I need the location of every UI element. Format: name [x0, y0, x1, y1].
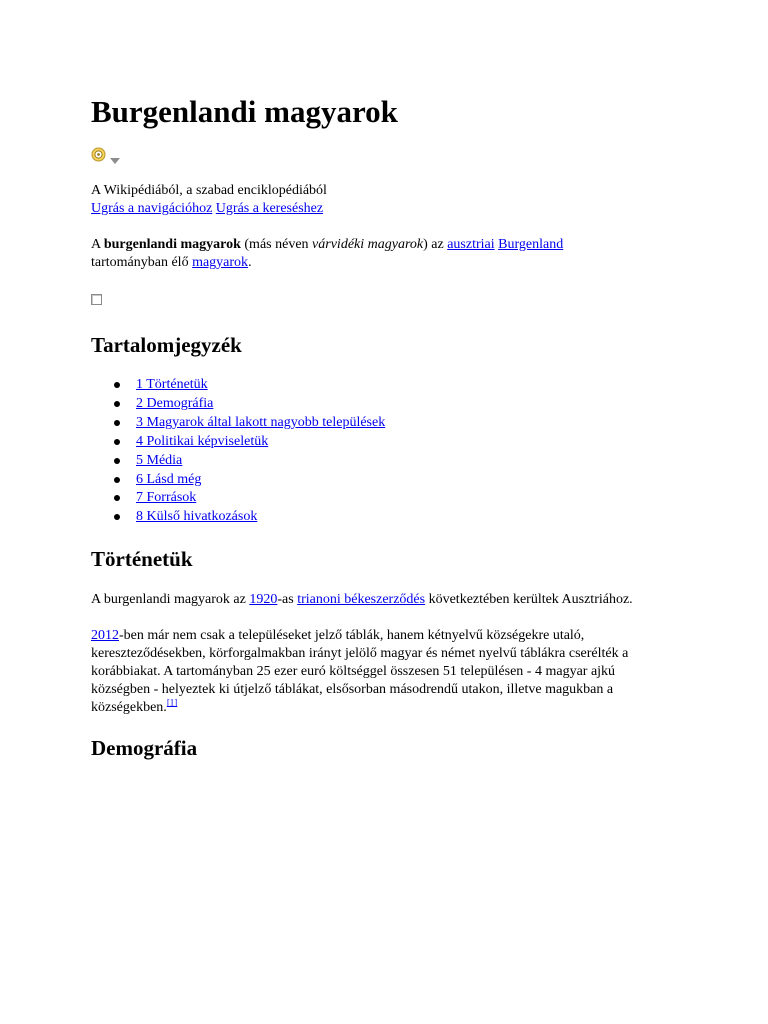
bullet: [114, 495, 120, 501]
jump-to-navigation-link[interactable]: Ugrás a navigációhoz: [91, 201, 213, 216]
history-text: következtében kerültek Ausztriához.: [425, 592, 633, 607]
jump-links: [91, 200, 681, 218]
history-heading: Történetük: [91, 547, 193, 571]
demography-heading: Demográfia: [91, 736, 198, 760]
page-icon-row: [91, 146, 120, 162]
history-text: kereszteződésekben, körforgalmakban irányt jelölő magyar és német nyelvű táblákra cserélték a: [91, 646, 629, 661]
history-text: községekben.: [91, 700, 167, 715]
bullet: [114, 382, 120, 388]
reference-1-link[interactable]: [1]: [166, 697, 178, 708]
toc-toggle-checkbox[interactable]: [91, 294, 102, 305]
intro-italic-term: várvidéki magyarok: [312, 237, 424, 252]
bullet: [114, 401, 120, 407]
bullet: [114, 439, 120, 445]
intro-bold-term: burgenlandi magyarok: [103, 237, 241, 252]
site-subtitle: A Wikipédiából, a szabad enciklopédiából: [91, 183, 327, 198]
toc-item: [136, 471, 385, 490]
intro-text: tartományban élő: [91, 255, 193, 270]
intro-text: A: [91, 237, 104, 252]
toc-item: [136, 489, 385, 508]
history-text: -ben már nem csak a településeket jelző táblák, hanem kétnyelvű községekre utaló,: [119, 628, 585, 643]
magyarok-link[interactable]: magyarok: [192, 255, 249, 270]
toc-item: [136, 395, 385, 414]
toc-item: [136, 433, 385, 452]
intro-text: .: [248, 255, 252, 270]
jump-to-search-link[interactable]: Ugrás a kereséshez: [215, 201, 324, 216]
toc-link-kulso-hivatkozasok[interactable]: 8 Külső hivatkozások: [136, 509, 258, 525]
year-2012-link[interactable]: 2012: [91, 628, 119, 643]
history-text: községben - helyeztek ki útjelző táblákat, elsősorban másodrendű utakon, illetve magukban a: [91, 682, 614, 697]
bullet: [114, 477, 120, 483]
toc-link-lasd-meg[interactable]: 6 Lásd még: [136, 471, 202, 487]
trianon-treaty-link[interactable]: trianoni békeszerződés: [297, 592, 426, 607]
history-text: A burgenlandi magyarok az: [91, 592, 250, 607]
toc-item: [136, 508, 385, 527]
toc-link-tortenetuk[interactable]: 1 Történetük: [136, 377, 208, 392]
intro-text: ) az: [423, 237, 448, 252]
intro-paragraph: [91, 236, 681, 272]
bullet: [114, 458, 120, 464]
history-text: -as: [277, 592, 298, 607]
burgenland-link[interactable]: Burgenland: [498, 237, 564, 252]
rating-icon[interactable]: [91, 147, 106, 162]
toc-link-demografia[interactable]: 2 Demográfia: [136, 395, 214, 411]
toc-link-telepulesek[interactable]: 3 Magyarok által lakott nagyobb települések: [136, 414, 386, 430]
chevron-down-icon[interactable]: [110, 151, 120, 157]
toc-list: [91, 376, 385, 527]
toc-item: [136, 376, 385, 395]
toc-link-forrasok[interactable]: 7 Források: [136, 490, 197, 506]
history-paragraph-1: [91, 591, 681, 609]
history-paragraph-2: [91, 627, 681, 717]
toc-item: [136, 452, 385, 471]
year-1920-link[interactable]: 1920: [249, 592, 278, 607]
toc-link-media[interactable]: 5 Média: [136, 452, 183, 468]
toc-link-politikai-kepviseletuk[interactable]: 4 Politikai képviseletük: [136, 433, 269, 449]
ausztriai-link[interactable]: ausztriai: [447, 237, 495, 252]
bullet: [114, 514, 120, 520]
bullet: [114, 420, 120, 426]
toc-item: [136, 414, 385, 433]
intro-text: (más néven: [240, 237, 313, 252]
toc-heading: Tartalomjegyzék: [91, 333, 242, 357]
history-text: korábbiakat. A tartományban 25 ezer euró költséggel összesen 51 településen - 4 magyar ajkú: [91, 664, 616, 679]
page-title: Burgenlandi magyarok: [91, 94, 398, 129]
